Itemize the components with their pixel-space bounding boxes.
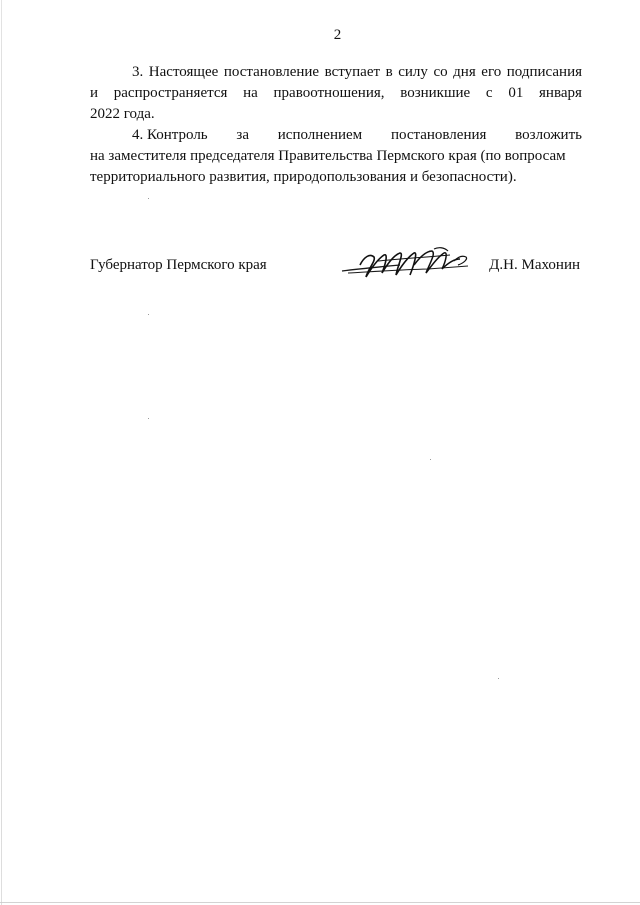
paragraph-4 — [90, 125, 582, 188]
paragraph-3-line-3: 2022 года. — [90, 106, 155, 122]
word: и — [90, 85, 99, 101]
word: 3. — [132, 64, 144, 80]
paragraph-3 — [90, 62, 582, 125]
signature-block — [90, 255, 582, 279]
word: со — [433, 64, 448, 80]
paragraph-4-line-2: на заместителя председателя Правительства Пермского края (по вопросам — [90, 148, 566, 164]
word: в — [385, 64, 393, 80]
word: его — [481, 64, 502, 80]
word: на — [243, 85, 258, 101]
scan-speck — [148, 198, 149, 199]
word: за — [236, 127, 250, 143]
paragraph-4-line-3: территориального развития, природопользования и безопасности). — [90, 169, 517, 185]
scan-edge-bottom — [0, 902, 640, 903]
scan-speck — [148, 314, 149, 315]
word: с — [485, 85, 493, 101]
word: вступает — [324, 64, 381, 80]
scan-speck — [148, 418, 149, 419]
word: 01 — [508, 85, 524, 101]
word: 4. Контроль — [132, 127, 208, 143]
paragraph-3-line-2 — [90, 83, 582, 104]
signatory-name: Д.Н. Махонин — [489, 257, 580, 273]
signatory-title: Губернатор Пермского края — [90, 257, 267, 273]
word: января — [539, 85, 582, 101]
handwritten-signature — [338, 243, 478, 285]
word: исполнением — [277, 127, 363, 143]
word: дня — [453, 64, 476, 80]
page-number: 2 — [333, 27, 342, 43]
word: Настоящее — [148, 64, 219, 80]
scan-speck — [430, 459, 431, 460]
scan-speck — [498, 678, 499, 679]
word: возникшие — [400, 85, 471, 101]
word: постановление — [223, 64, 320, 80]
word: подписания — [506, 64, 582, 80]
word: правоотношения, — [273, 85, 385, 101]
paragraph-3-line-1 — [90, 62, 582, 83]
paragraph-4-line-1 — [90, 125, 582, 146]
word: распространяется — [113, 85, 228, 101]
word: силу — [398, 64, 428, 80]
scan-edge-left — [1, 0, 2, 905]
word: возложить — [515, 127, 582, 143]
word: постановления — [390, 127, 487, 143]
